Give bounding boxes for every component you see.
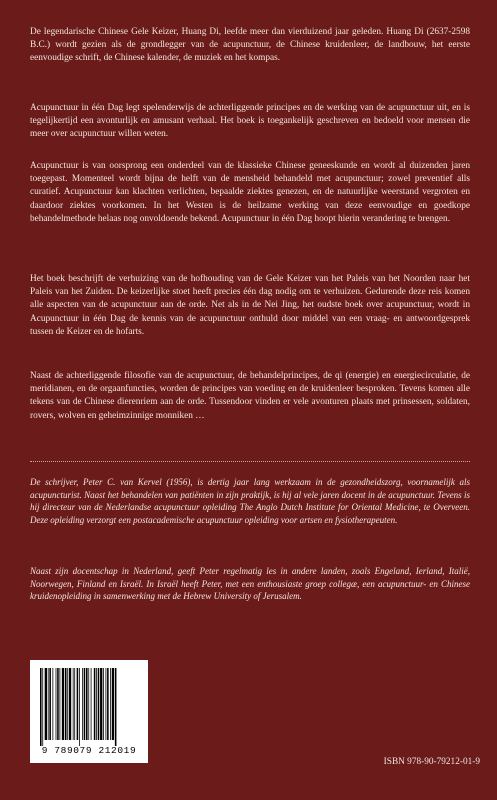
barcode-bar [103, 668, 104, 740]
barcode [30, 660, 148, 763]
barcode-bar [98, 668, 100, 740]
barcode-bar [67, 668, 68, 740]
barcode-bar [60, 668, 61, 740]
barcode-bar [94, 668, 96, 740]
barcode-bar [48, 668, 49, 740]
barcode-bar [73, 668, 74, 740]
barcode-bar [57, 668, 59, 740]
barcode-bar [49, 668, 51, 740]
barcode-bar [110, 668, 111, 740]
story-paragraph: Het boek beschrijft de verhuizing van de hofhouding van de Gele Keizer van het Paleis van het Noorden naar het Paleis van het Zuiden. De keizerlijke stoet heeft precies één dag nodig om te verhuizen. Gedurende deze reis komen alle aspecten van de acupunctuur aan de orde. Net als in de Nei Jing, het oudste boek over acupunctuur, wordt in Acupunctuur in één Dag de kennis van de acupunctuur onthuld door middel van een vraag- en antwoordgesprek tussen de Keizer en de hofarts. [30, 274, 470, 337]
barcode-bar [56, 668, 57, 740]
barcode-bar [100, 668, 102, 740]
author-bio-paragraph: De schrijver, Peter C. van Kervel (1956), is dertig jaar lang werkzaam in de gezondheidszorg, voornamelijk als acupuncturist. Naast het behandelen van patiënten in zijn praktijk, is hij al vele jaren docent in de acupunctuur. Tevens is hij directeur van de Nederlandse acupunctuur opleiding The Anglo Dutch Institute for Oriental Medicine, te Overveen. Deze opleiding verzorgt een postacademische acupunctuur opleiding voor artsen en fysiotherapeuten. [30, 477, 470, 525]
barcode-bar [82, 668, 83, 740]
barcode-bar [115, 668, 117, 746]
intro-paragraph: De legendarische Chinese Gele Keizer, Huang Di, leefde meer dan vierduizend jaar geleden. Huang Di (2637-2598 B.C.) wordt gezien als de grondlegger van de acupunctuur, de Chinese kruidenleer, de landbouw, het eerste eenvoudige schrift, de Chinese kalender, de muziek en het kompas. [30, 27, 470, 64]
barcode-bars [38, 668, 140, 746]
barcode-number: 9 789079 212019 [41, 745, 137, 756]
barcode-bar [107, 668, 109, 740]
barcode-bar [52, 668, 53, 740]
dotted-divider [30, 461, 470, 462]
isbn-label: ISBN 978-90-79212-01-9 [383, 757, 480, 767]
barcode-bar [45, 668, 47, 740]
barcode-bar [40, 668, 42, 746]
barcode-bar [91, 668, 92, 740]
barcode-bar [74, 668, 75, 740]
barcode-bar [79, 668, 80, 746]
barcode-bar [88, 668, 89, 740]
topics-paragraph: Naast de achterliggende filosofie van de acupunctuur, de behandelprincipes, de qi (energie) en energiecirculatie, de meridianen, en de orgaanfuncties, worden de principes van voeding en de kruidenleer besproken. Tevens komen alle tekens van de Chinese dierenriem aan de orde. Tussendoor vinden er vele avonturen plaats met prinsessen, soldaten, rovers, wolven en geheimzinnige monniken … [30, 371, 470, 421]
barcode-bar [77, 668, 79, 740]
acupuncture-background-paragraph: Acupunctuur is van oorsprong een onderdeel van de klassieke Chinese geneeskunde en wordt al duizenden jaren toegepast. Momenteel wordt bijna de helft van de mensheid behandeld met acupunctuur; zowel preventief alls curatief. Acupunctuur kan klachten verlichten, bepaalde ziektes genezen, en de natuurlijke weerstand vergroten en daardoor ziektes voorkomen. In het Westen is de heilzame werking van deze eenvoudige en goedkope behandelmethode helaas nog onvoldoende bekend. Acupunctuur in één Dag hoopt hierin verandering te brengen. [30, 161, 470, 224]
barcode-bar [42, 668, 43, 746]
barcode-bar [62, 668, 64, 740]
author-teaching-paragraph: Naast zijn docentschap in Nederland, geeft Peter regelmatig les in andere landen, zoals Engeland, Ierland, Italië, Noorwegen, Finland en Israël. In Israël heeft Peter, met een enthousiaste groep collegæ, een acupunctuur- en Chinese kruidenopleiding in samenwerking met de Hebrew University of Jerusalem. [30, 566, 470, 602]
barcode-bar [86, 668, 88, 740]
barcode-bar [65, 668, 67, 740]
barcode-bar [84, 668, 86, 740]
barcode-bar [106, 668, 107, 740]
barcode-bar [96, 668, 97, 740]
barcode-bar [69, 668, 71, 740]
book-summary-paragraph: Acupunctuur in één Dag legt spelenderwijs de achterliggende principes en de werking van de acupunctuur uit, en is tegelijkertijd een avonturlijk en amusant verhaal. Het boek is toegankelijk geschreven en bedoeld voor mensen die meer over acupunctuur willen weten. [30, 103, 470, 140]
barcode-bar [112, 668, 114, 740]
